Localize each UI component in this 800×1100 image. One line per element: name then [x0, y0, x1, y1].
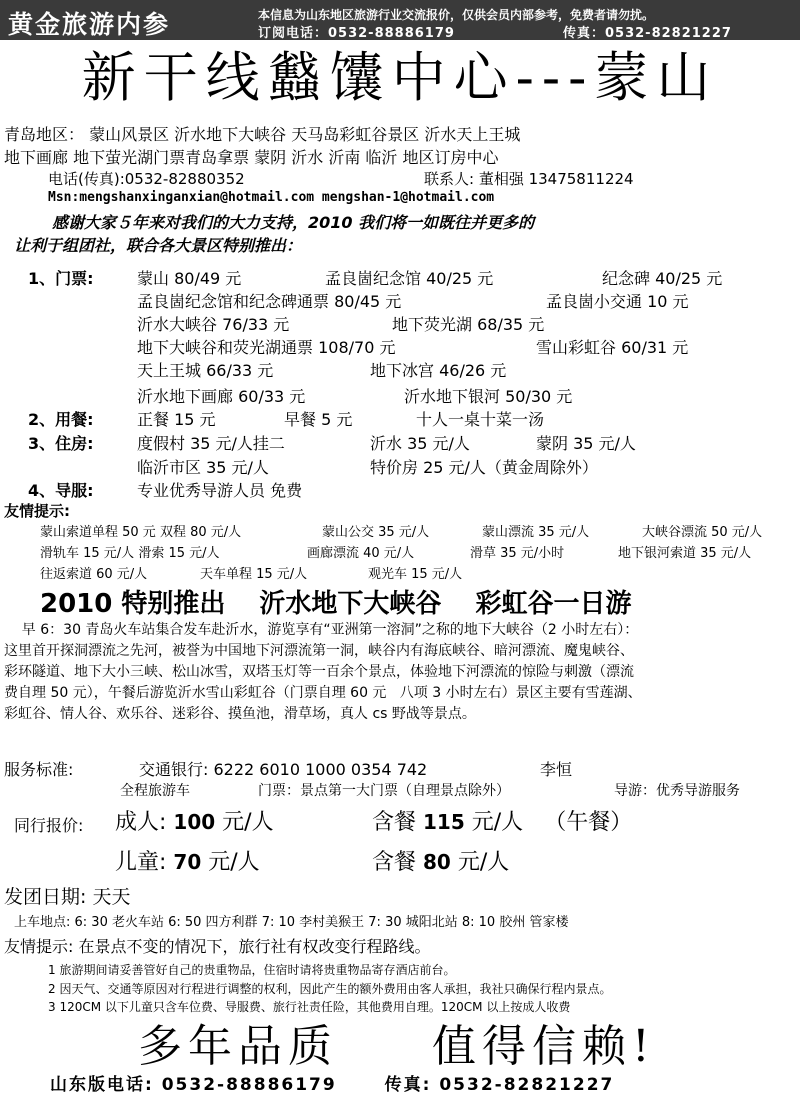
- header-bar: [0, 0, 800, 40]
- lodging-item: 沂水 35 元/人: [370, 434, 470, 453]
- meal-item: 十人一桌十菜一汤: [416, 410, 545, 429]
- tip-item: 观光车 15 元/人: [368, 567, 463, 582]
- thanks-line-1: 感谢大家５年来对我们的大力支持，2010 我们将一如既往并更多的: [52, 213, 535, 232]
- tip-item: 地下银河索道 35 元/人: [618, 546, 752, 561]
- tip-item: 往返索道 60 元/人: [40, 567, 148, 582]
- pickup-locations: 上车地点: 6: 30 老火车站 6: 50 四方利群 7: 10 李村美猴王 7: 30 城阳北站 8: 10 胶州 管家楼: [14, 915, 569, 930]
- ticket-item: 纪念碑 40/25 元: [602, 269, 723, 288]
- ticket-item: 沂水大峡谷 76/33 元: [137, 315, 290, 334]
- intro-line-2: 地下画廊 地下萤光湖门票青岛拿票 蒙阴 沂水 沂南 临沂 地区订房中心: [4, 148, 499, 167]
- lodging-item: 度假村 35 元/人挂二: [137, 434, 285, 453]
- adult-label: 成人:: [115, 810, 167, 835]
- ticket-item: 孟良崮纪念馆和纪念碑通票 80/45 元: [137, 292, 402, 311]
- itinerary-line: 彩环隧道、地下大小三峡、松山冰雪，双塔玉灯等一百余个景点，体验地下河漂流的惊险与刺激（漂流: [4, 664, 634, 680]
- service-item: 全程旅游车: [120, 783, 190, 799]
- note-item: 3 120CM 以下儿童只含车位费、导服费、旅行社责任险，其他费用自理。120CM 以上按成人收费: [48, 1000, 571, 1014]
- itinerary-line: 这里首开探洞漂流之先河，被誉为中国地下河漂流第一洞，峡谷内有海底峡谷、暗河漂流、魔鬼峡谷、: [4, 643, 634, 659]
- lodging-item: 特价房 25 元/人（黄金周除外）: [370, 458, 598, 477]
- lodging-item: 临沂市区 35 元/人: [137, 458, 269, 477]
- tips-title: 友情提示:: [4, 502, 70, 520]
- tip-item: 大峡谷漂流 50 元/人: [642, 525, 763, 540]
- promo-attraction: 沂水地下大峡谷: [259, 589, 442, 619]
- change-notice: 友情提示: 在景点不变的情况下，旅行社有权改变行程路线。: [4, 937, 431, 956]
- promo-year: 2010 特别推出: [40, 589, 226, 619]
- account-holder: 李恒: [540, 760, 573, 779]
- meal-item: 早餐 5 元: [284, 410, 353, 429]
- ticket-item: 孟良崮小交通 10 元: [546, 292, 689, 311]
- tip-item: 蒙山索道单程 50 元 双程 80 元/人: [40, 525, 242, 540]
- tip-item: 蒙山公交 35 元/人: [322, 525, 430, 540]
- meal-note: （午餐）: [544, 810, 633, 835]
- child-meal-price-unit: 元/人: [457, 850, 510, 875]
- ticket-item: 地下大峡谷和荧光湖通票 108/70 元: [137, 338, 396, 357]
- bank-account: 交通银行: 6222 6010 1000 0354 742: [139, 760, 428, 779]
- ticket-item: 沂水地下画廊 60/33 元: [137, 387, 306, 406]
- ticket-item: 蒙山 80/49 元: [137, 269, 242, 288]
- child-meal-price: [372, 845, 509, 876]
- adult-meal-price: [372, 805, 632, 836]
- slogan-quality: 多年品质: [138, 1021, 338, 1072]
- adult-price-unit: 元/人: [222, 810, 274, 835]
- intro-msn: Msn:mengshanxinganxian@hotmail.com mengshan-1@hotmail.com: [48, 190, 495, 205]
- adult-price: [115, 805, 274, 836]
- ticket-item: 孟良崮纪念馆 40/25 元: [325, 269, 494, 288]
- intro-tel: 电话(传真):0532-82880352: [48, 170, 245, 188]
- ticket-item: 沂水地下银河 50/30 元: [404, 387, 573, 406]
- child-price-unit: 元/人: [208, 850, 260, 875]
- tip-item: 天车单程 15 元/人: [200, 567, 308, 582]
- lodging-item: 蒙阴 35 元/人: [536, 434, 636, 453]
- tickets-label: 1、门票:: [28, 269, 94, 288]
- main-title: 新干线蠽馕中心---蒙山: [81, 46, 719, 109]
- itinerary-line: 早 6：30 青岛火车站集合发车赴沂水，游览享有“亚洲第一溶洞”之称的地下大峡谷（2 小时左右）：: [4, 622, 639, 638]
- header-disclaimer: 本信息为山东地区旅游行业交流报价，仅供会员内部参考，免费者请勿扰。: [258, 8, 655, 22]
- header-fax: 传真：0532-82821227: [563, 26, 732, 41]
- tip-item: 画廊漂流 40 元/人: [307, 546, 415, 561]
- service-item: 导游：优秀导游服务: [614, 783, 740, 799]
- child-price: [115, 845, 260, 876]
- intro-line-1: 青岛地区： 蒙山风景区 沂水地下大峡谷 天马岛彩虹谷景区 沂水天上王城: [4, 125, 521, 144]
- slogan-trust: 值得信赖!: [432, 1021, 656, 1072]
- ticket-item: 地下荧光湖 68/35 元: [392, 315, 545, 334]
- header-subscribe-phone: 订阅电话：0532-88886179: [258, 26, 455, 41]
- itinerary-paragraph: [4, 620, 800, 725]
- ticket-item: 地下冰宫 46/26 元: [370, 361, 507, 380]
- lodging-label: 3、住房:: [28, 434, 94, 453]
- promo-tour: 彩虹谷一日游: [475, 589, 632, 619]
- guide-text: 专业优秀导游人员 免费: [137, 481, 303, 500]
- guide-label: 4、导服:: [28, 481, 94, 500]
- footer-fax: 传真: 0532-82821227: [384, 1075, 615, 1095]
- service-label: 服务标准:: [4, 760, 74, 779]
- ticket-item: 天上王城 66/33 元: [137, 361, 274, 380]
- departure-label: 发团日期: 天天: [4, 886, 131, 908]
- itinerary-line: 彩虹谷、情人谷、欢乐谷、迷彩谷、摸鱼池，滑草场，真人 cs 野战等景点。: [4, 706, 476, 722]
- note-item: 1 旅游期间请妥善管好自己的贵重物品，住宿时请将贵重物品寄存酒店前台。: [48, 963, 456, 977]
- child-label: 儿童:: [115, 850, 167, 875]
- meals-label: 2、用餐:: [28, 410, 94, 429]
- adult-meal-price-value: 115: [423, 810, 465, 834]
- tip-item: 滑草 35 元/小时: [470, 546, 565, 561]
- footer-phone: 山东版电话: 0532-88886179: [50, 1075, 337, 1095]
- footer-contacts: [50, 1070, 614, 1095]
- child-price-value: 70: [173, 850, 202, 874]
- prices-label: 同行报价:: [14, 816, 84, 835]
- publication-title: 黄金旅游内参: [8, 10, 171, 39]
- service-item: 门票：景点第一大门票（自理景点除外）: [258, 783, 510, 799]
- promo-headline: [40, 583, 665, 620]
- meal-item: 正餐 15 元: [137, 410, 216, 429]
- intro-contact: 联系人: 董相强 13475811224: [424, 170, 634, 188]
- thanks-line-2: 让利于组团社，联合各大景区特别推出：: [14, 236, 303, 255]
- note-item: 2 因天气、交通等原因对行程进行调整的权利，因此产生的额外费用由客人承担，我社只确保行程内景点。: [48, 982, 612, 996]
- child-meal-label: 含餐: [372, 850, 417, 875]
- child-meal-price-value: 80: [423, 850, 451, 874]
- adult-meal-price-unit: 元/人: [471, 810, 524, 835]
- adult-meal-label: 含餐: [372, 810, 417, 835]
- itinerary-line: 费自理 50 元），午餐后游览沂水雪山彩虹谷（门票自理 60 元 八项 3 小时左右）景区主要有雪莲湖、: [4, 685, 642, 701]
- adult-price-value: 100: [173, 810, 216, 834]
- ticket-item: 雪山彩虹谷 60/31 元: [536, 338, 689, 357]
- tip-item: 滑轨车 15 元/人 滑索 15 元/人: [40, 546, 220, 561]
- tip-item: 蒙山漂流 35 元/人: [482, 525, 590, 540]
